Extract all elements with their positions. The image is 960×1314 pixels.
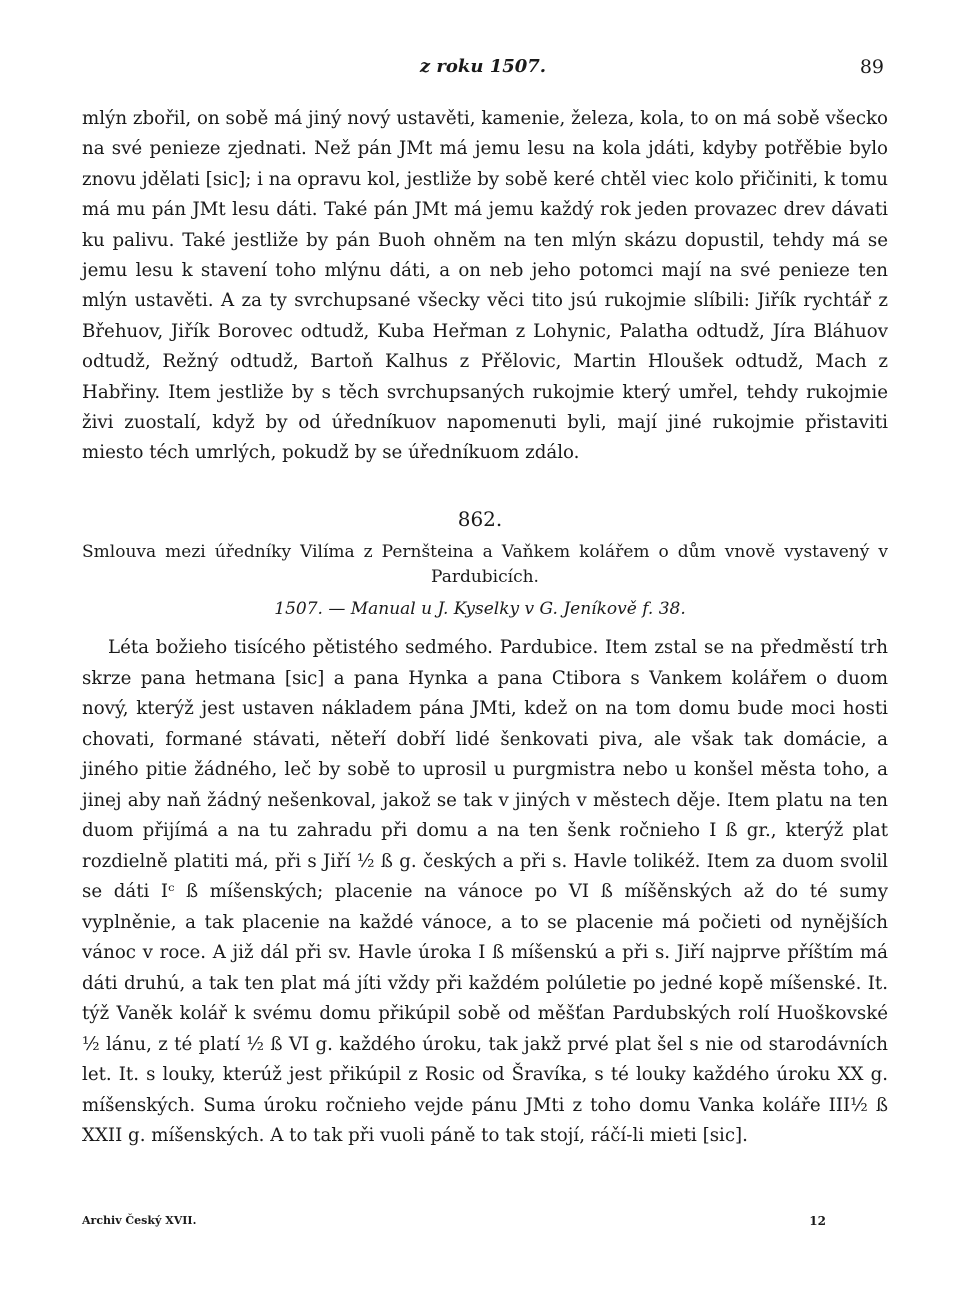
document-source: 1507. — Manual u J. Kyselky v G. Jeníkově f. 38. bbox=[274, 599, 686, 619]
page-footer bbox=[82, 1214, 826, 1234]
page-number: 89 bbox=[859, 56, 884, 78]
document-text: Léta božieho tisícého pětistého sedmého. Pardubice. Item zstal se na předměstí trh skrze pana hetmana [sic] a pana Hynka a pana Ctibora s Vankem kolářem o duom nový, kterýž jest ustaven nákladem pána JMti, kdež on na tom domu bude moci hosti chovati, formané stávati, něteří dobří lidé šenkovati piva, ale však tak domácie, a jiného pitie žádného, leč by sobě to uprosil u purgmistra nebo u konšel města toho, a jinej aby naň žádný nešenkoval, jakož se tak v jiných v městech děje. Item platu na ten duom přijímá a na tu zahradu při domu a na ten šenk ročnieho I ß gr., kterýž plat rozdielně platiti má, při s Jiří ½ ß g. českých a při s. Havle tolikéž. Item za duom svolil se dáti Iᶜ ß míšenských; placenie na vánoce po VI ß míšěnských až do té sumy vyplněnie, a tak placenie na každé vánoce, a to se placenie má počieti od nynějších vánoc v roce. A již dál při sv. Havle úroka I ß míšenskú a při s. Jiří najprve příštím má dáti druhú, a tak ten plat má jíti vždy při každém polúletie po jedné kopě míšenské. It. týž Vaněk kolář k svému domu přikúpil sobě od měšťan Pardubských rolí Huoškovské ½ lánu, z té platí ½ ß VI g. každého úroku, tak jakž prvé plat šel s nie od starodávních let. It. s louky, kterúž jest přikúpil z Rosic od Šravíka, s té louky každého úroku XX g. míšenských. Suma úroku ročnieho vejde pánu JMti z toho domu Vanka koláře III½ ß XXII g. míšenských. A to tak při vuoli páně to tak stojí, ráčí-li mieti [sic]. bbox=[82, 637, 888, 1146]
document-number: 862. bbox=[457, 507, 503, 531]
paragraph-text: mlýn zbořil, on sobě má jiný nový ustavěti, kamenie, železa, kola, to on má sobě všecko na své penieze zjednati. Než pán JMt má jemu lesu na kola jdáti, kdyby potřěbie bylo znovu jdělati [sic]; i na opravu kol, jestliže by sobě keré chtěl viec kolo přičiniti, k tomu má mu pán JMt lesu dáti. Také pán JMt má jemu každý rok jeden provazec drev dávati ku palivu. Také jestliže by pán Buoh ohněm na ten mlýn skázu dopustil, tehdy má se jemu lesu k stavení toho mlýnu dáti, a on neb jeho potomci mají na své penieze ten mlýn ustavěti. A za ty svrchupsané všecky věci tito jsú rukojmie slíbili: Jiřík rychtář z Břehuov, Jiřík Borovec odtudž, Kuba Heřman z Lohynic, Palatha odtudž, Jíra Bláhuov odtudž, Režný odtudž, Bartoň Kalhus z Přělovic, Martin Hloušek odtudž, Mach z Habřiny. Item jestliže by s těch svrchupsaných rukojmie který umřel, tehdy rukojmie živi zuostalí, když by od úředníkuov napomenuti byli, mají jiné rukojmie přistaviti miesto téch umrlých, pokudž by se úředníkuom zdálo. bbox=[82, 108, 888, 464]
running-title: z roku 1507. bbox=[419, 56, 547, 77]
signature-mark: Archiv Český XVII. bbox=[82, 1214, 197, 1227]
sheet-number: 12 bbox=[809, 1214, 826, 1228]
document-regest: Smlouva mezi úředníky Vilíma z Pernšteina a Vaňkem kolářem o dům vnově vystavený v Pardubicích. bbox=[82, 542, 888, 587]
paragraph-continuation bbox=[82, 104, 888, 469]
document-body bbox=[82, 633, 888, 1152]
page-header bbox=[82, 56, 884, 86]
